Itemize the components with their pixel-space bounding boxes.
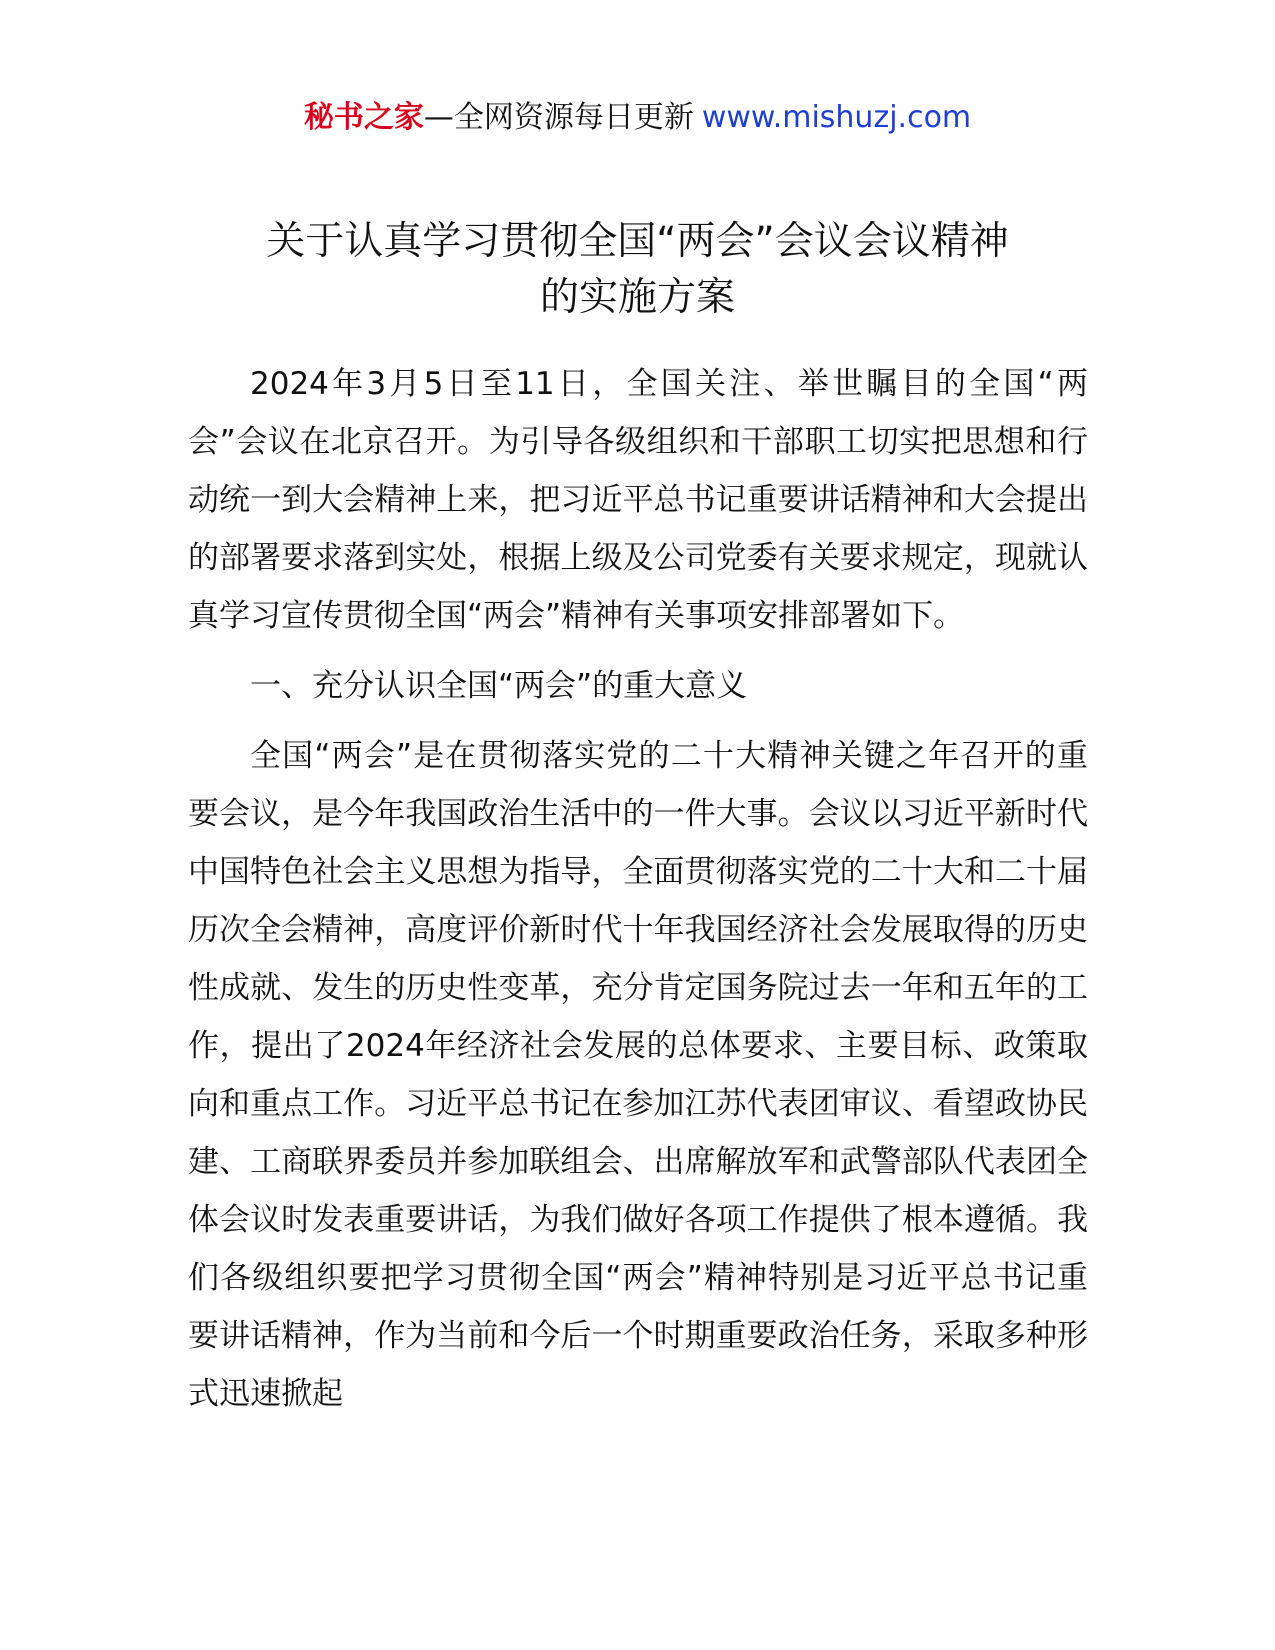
document-title-line-2: 的实施方案 bbox=[539, 275, 735, 320]
document-title-line-1: 关于认真学习贯彻全国“两会”会议会议精神 bbox=[266, 219, 1009, 264]
document-body bbox=[188, 355, 1088, 1423]
site-slogan: —全网资源每日更新 bbox=[423, 100, 694, 135]
site-brand: 秘书之家 bbox=[303, 100, 424, 135]
intro-paragraph: 2024年3月5日至11日，全国关注、举世瞩目的全国“两会”会议在北京召开。为引导各级组织和干部职工切实把思想和行动统一到大会精神上来，把习近平总书记重要讲话精神和大会提出的部署要求落到实处，根据上级及公司党委有关要求规定，现就认真学习宣传贯彻全国“两会”精神有关事项安排部署如下。 bbox=[188, 366, 1088, 634]
site-url-link[interactable]: www.mishuzj.com bbox=[701, 100, 972, 135]
section-heading-1: 一、充分认识全国“两会”的重大意义 bbox=[250, 668, 748, 704]
section-1-paragraph: 全国“两会”是在贯彻落实党的二十大精神关键之年召开的重要会议，是今年我国政治生活中的一件大事。会议以习近平新时代中国特色社会主义思想为指导，全面贯彻落实党的二十大和二十届历次全会精神，高度评价新时代十年我国经济社会发展取得的历史性成就、发生的历史性变革，充分肯定国务院过去一年和五年的工作，提出了2024年经济社会发展的总体要求、主要目标、政策取向和重点工作。习近平总书记在参加江苏代表团审议、看望政协民建、工商联界委员并参加联组会、出席解放军和武警部队代表团全体会议时发表重要讲话，为我们做好各项工作提供了根本遵循。我们各级组织要把学习贯彻全国“两会”精神特别是习近平总书记重要讲话精神，作为当前和今后一个时期重要政治任务，采取多种形式迅速掀起 bbox=[188, 738, 1088, 1412]
site-header bbox=[0, 96, 1275, 140]
document-title bbox=[150, 214, 1125, 326]
